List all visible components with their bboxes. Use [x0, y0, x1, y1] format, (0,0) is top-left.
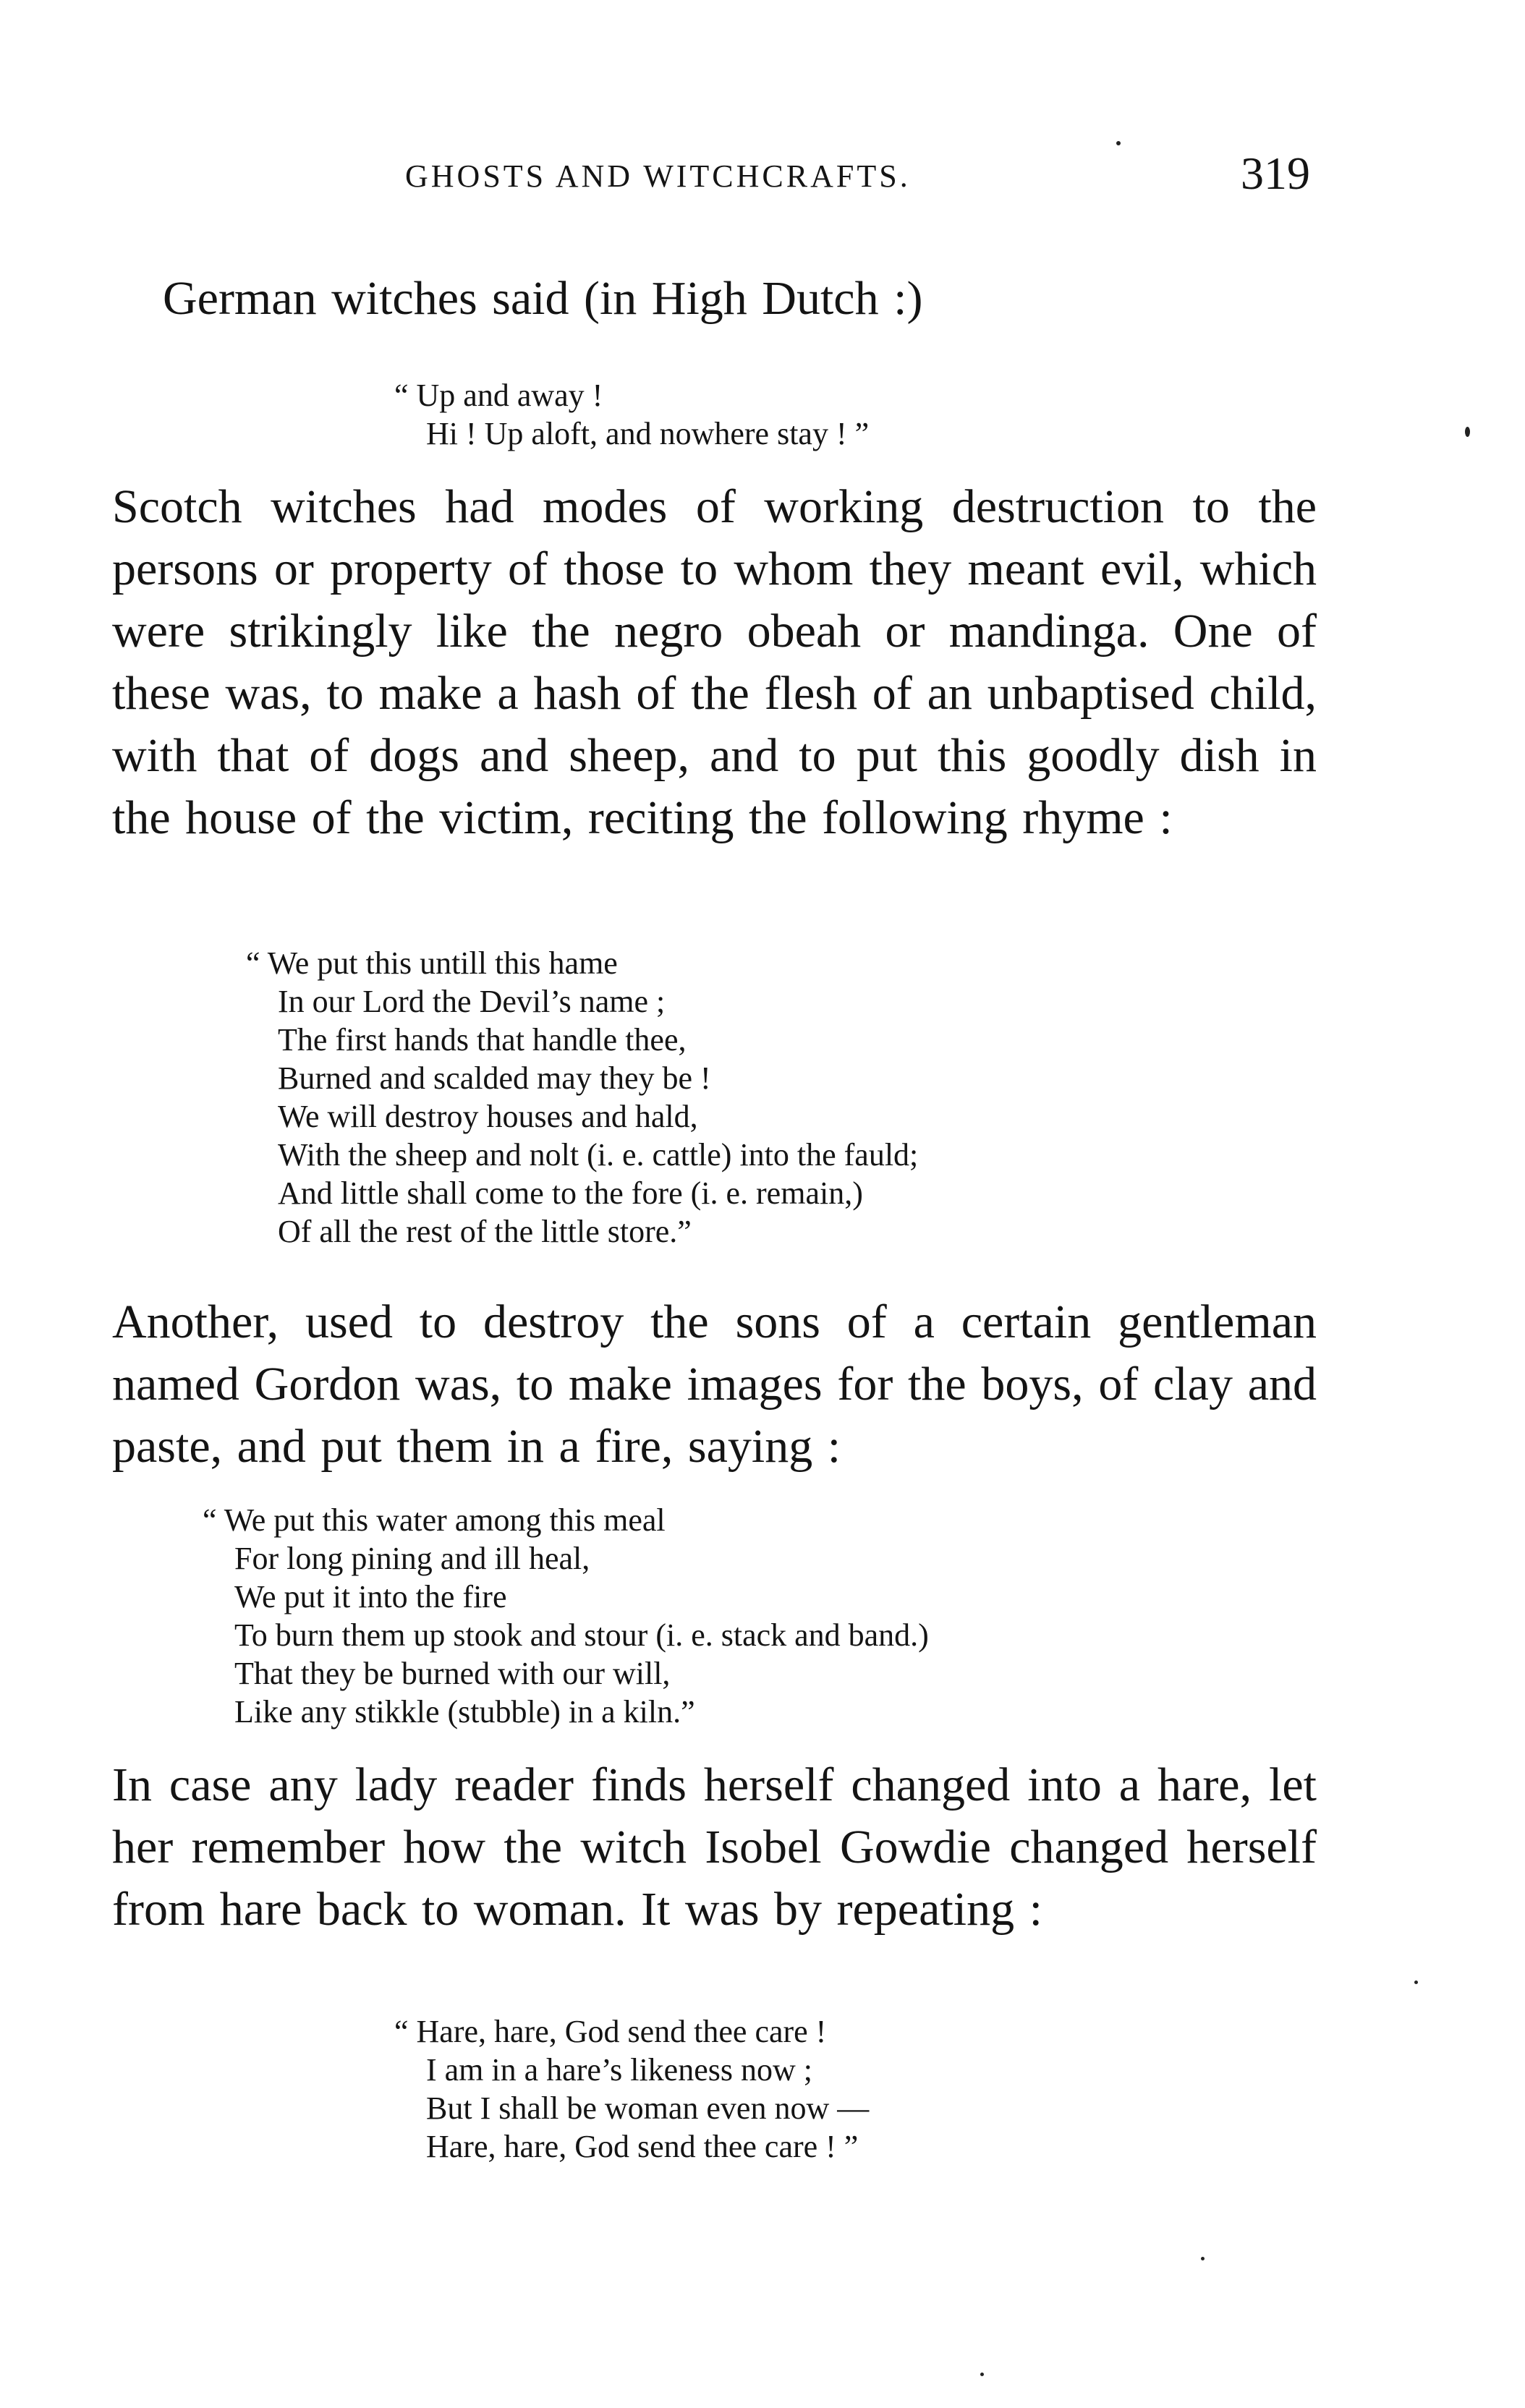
verse-line: Hi ! Up aloft, and nowhere stay ! ”: [426, 416, 870, 451]
verse-line: And little shall come to the fore (i. e. remain,): [278, 1175, 863, 1211]
verse-line: “ We put this untill this hame: [246, 945, 618, 981]
print-speck: [980, 2373, 984, 2376]
verse-line: With the sheep and nolt (i. e. cattle) into the fauld;: [278, 1137, 919, 1173]
paragraph-scotch-witches: Scotch witches had modes of working destruction to the persons or property of those to whom they meant evil, which were strikingly like the negro obeah or mandinga. One of these was, to make a hash of the flesh of an unbaptised child, with that of dogs and sheep, and to put this goodly dish in the house of the victim, reciting the following rhyme :: [112, 480, 1317, 844]
page-number: 319: [1241, 148, 1310, 199]
verse-line: I am in a hare’s likeness now ;: [426, 2052, 812, 2088]
verse-line: Hare, hare, God send thee care ! ”: [426, 2129, 859, 2164]
verse-devils-name: [246, 944, 918, 1251]
verse-water-meal: [203, 1501, 929, 1731]
verse-line: But I shall be woman even now —: [426, 2090, 870, 2126]
verse-line: We will destroy houses and hald,: [278, 1099, 698, 1134]
verse-line: Of all the rest of the little store.”: [278, 1214, 692, 1249]
verse-line: Burned and scalded may they be !: [278, 1060, 711, 1096]
paragraph-isobel-gowdie: In case any lady reader finds herself changed into a hare, let her remember how the witch Isobel Gowdie changed herself from hare back to woman. It was by repeating :: [112, 1758, 1317, 1936]
running-title: GHOSTS AND WITCHCRAFTS.: [405, 158, 911, 194]
verse-line: In our Lord the Devil’s name ;: [278, 984, 666, 1019]
paragraph-gordon: Another, used to destroy the sons of a certain gentleman named Gordon was, to make images for the boys, of clay and paste, and put them in a fire, saying :: [112, 1296, 1317, 1473]
verse-high-dutch: [394, 376, 869, 453]
print-speck: [1116, 141, 1121, 145]
verse-line: “ We put this water among this meal: [203, 1502, 666, 1538]
print-speck: [1414, 1981, 1418, 1984]
verse-line: We put it into the fire: [234, 1579, 507, 1614]
verse-line: “ Hare, hare, God send thee care !: [394, 2014, 827, 2049]
intro-line: German witches said (in High Dutch :): [163, 272, 923, 325]
verse-line: To burn them up stook and stour (i. e. stack and band.): [234, 1617, 929, 1653]
print-speck: [1201, 2257, 1205, 2260]
verse-line: That they be burned with our will,: [234, 1656, 671, 1691]
print-speck: [1465, 427, 1470, 437]
verse-line: “ Up and away !: [394, 378, 603, 413]
verse-line: Like any stikkle (stubble) in a kiln.”: [234, 1694, 695, 1730]
verse-hare: [394, 2012, 869, 2166]
verse-line: For long pining and ill heal,: [234, 1541, 590, 1576]
verse-line: The first hands that handle thee,: [278, 1022, 687, 1058]
